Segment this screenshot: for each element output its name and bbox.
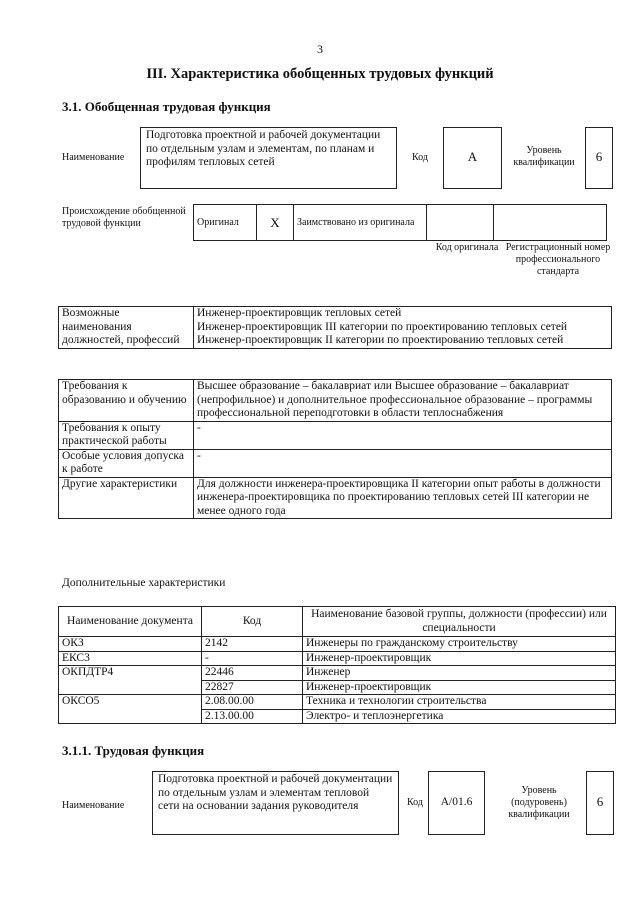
extra-row-doc (59, 709, 202, 724)
extra-row-name: Электро- и теплоэнергетика (303, 709, 616, 724)
position-item: Инженер-проектировщик III категории по проектированию тепловых сетей (197, 320, 568, 333)
code-original-cell (427, 205, 494, 241)
origin-table (193, 204, 607, 241)
tf-code-label: Код (407, 797, 423, 808)
positions-table (58, 306, 612, 349)
labor-function-title: 3.1.1. Трудовая функция (62, 743, 205, 758)
extra-title: Дополнительные характеристики (62, 577, 226, 589)
extra-row-name: Техника и технологии строительства (303, 695, 616, 710)
extra-table (58, 606, 616, 724)
original-mark: X (257, 205, 294, 241)
extra-row-code: 2142 (202, 637, 303, 652)
extra-row-code: 22446 (202, 666, 303, 681)
requirements-table (58, 379, 612, 519)
req-experience-label: Требования к опыту практической работы (59, 421, 194, 449)
origin-label: Происхождение обобщенной трудовой функции (62, 206, 186, 229)
req-other-value: Для должности инженера-проектировщика II категории опыт работы в должности инженера-проектировщика по проектированию тепловых сетей III категории не менее одного года (194, 477, 612, 519)
req-other-label: Другие характеристики (59, 477, 194, 519)
extra-header-code: Код (202, 607, 303, 637)
tf-name-label: Наименование (62, 800, 125, 811)
req-education-value: Высшее образование – бакалавриат или Высшее образование – бакалавриат (непрофильное) и дополнительное профессиональное образование – программы профессиональной переподготовки в области теплоснабжения (194, 380, 612, 422)
reg-number-label: Регистрационный номер профессионального стандарта (505, 242, 611, 277)
otf-level-label: Уровень квалификации (513, 145, 575, 168)
position-item: Инженер-проектировщик тепловых сетей (197, 307, 402, 319)
extra-row-doc: ОКЗ (59, 637, 202, 652)
tf-name-value: Подготовка проектной и рабочей документации по отдельным узлам и элементам тепловой сети на основании задания руководителя (152, 771, 399, 835)
extra-row-doc: ОКСО5 (59, 695, 202, 710)
otf-name-label: Наименование (62, 152, 125, 163)
req-admission-label: Особые условия допуска к работе (59, 449, 194, 477)
otf-code-value: А (443, 127, 502, 189)
extra-row-name: Инженер-проектировщик (303, 651, 616, 666)
otf-code-label: Код (412, 152, 428, 163)
req-admission-value: - (194, 449, 612, 477)
reg-number-cell (494, 205, 607, 241)
otf-level-value: 6 (585, 127, 613, 189)
extra-row-name: Инженер-проектировщик (303, 680, 616, 695)
code-original-label: Код оригинала (435, 242, 499, 253)
otf-name-value: Подготовка проектной и рабочей документации по отдельным узлам и элементам, по планам и профилям тепловых сетей (140, 127, 397, 189)
extra-header-name: Наименование базовой группы, должности (профессии) или специальности (303, 607, 616, 637)
section-title: III. Характеристика обобщенных трудовых функций (146, 66, 494, 82)
extra-header-doc: Наименование документа (59, 607, 202, 637)
extra-row-name: Инженер (303, 666, 616, 681)
original-label: Оригинал (194, 205, 257, 241)
positions-label: Возможные наименования должностей, профессий (59, 307, 194, 349)
tf-level-value: 6 (586, 771, 614, 835)
tf-level-label: Уровень (подуровень) квалификации (508, 785, 570, 820)
tf-code-value: A/01.6 (428, 771, 485, 835)
req-education-label: Требования к образованию и обучению (59, 380, 194, 422)
extra-row-doc: ОКПДТР4 (59, 666, 202, 681)
position-item: Инженер-проектировщик II категории по проектированию тепловых сетей (197, 334, 564, 346)
borrowed-label: Заимствовано из оригинала (294, 205, 427, 241)
req-experience-value: - (194, 421, 612, 449)
extra-row-code: 22827 (202, 680, 303, 695)
page-number: 3 (317, 42, 323, 56)
extra-row-doc (59, 680, 202, 695)
extra-row-name: Инженеры по гражданскому строительству (303, 637, 616, 652)
extra-row-code: 2.08.00.00 (202, 695, 303, 710)
extra-row-code: - (202, 651, 303, 666)
extra-row-doc: ЕКС3 (59, 651, 202, 666)
subsection-title: 3.1. Обобщенная трудовая функция (62, 99, 271, 114)
extra-row-code: 2.13.00.00 (202, 709, 303, 724)
